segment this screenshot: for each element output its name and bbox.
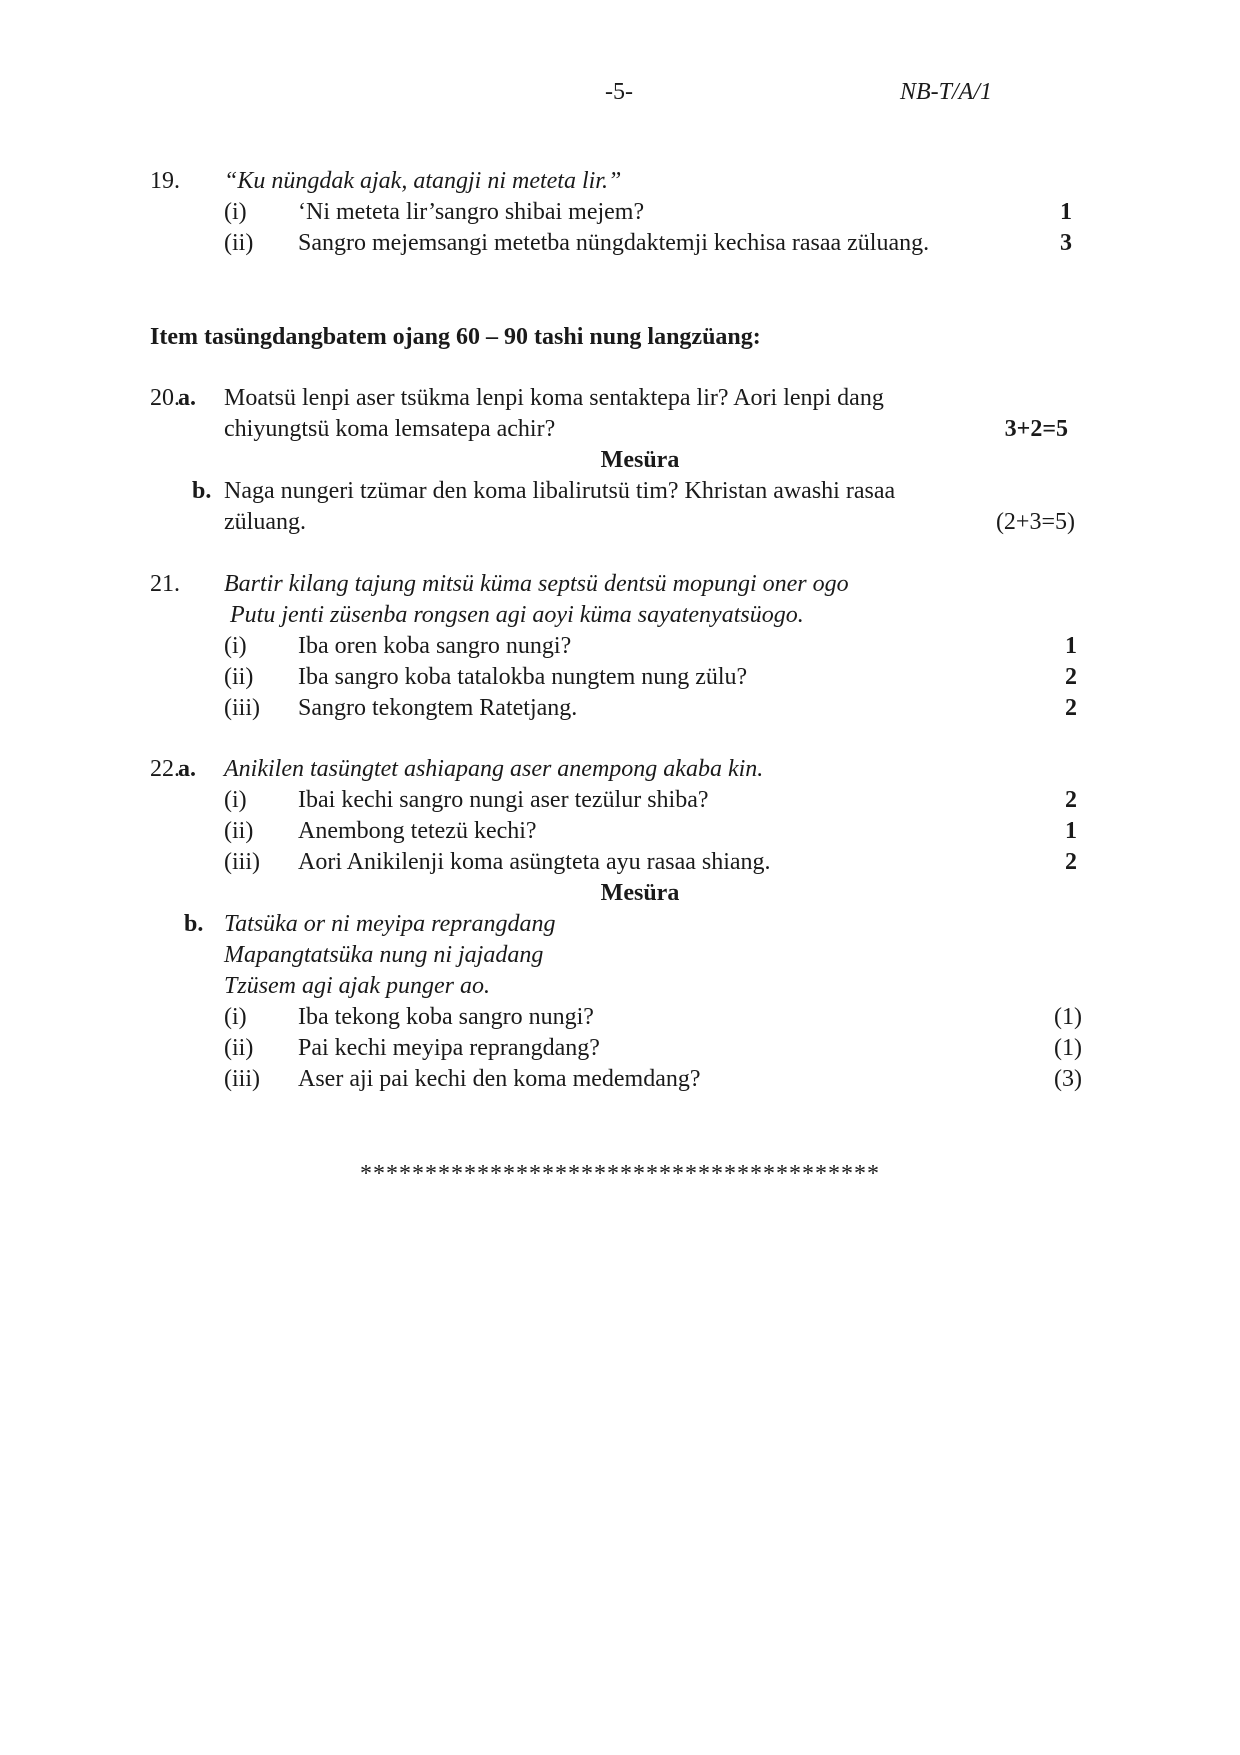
part-label: (iii) — [224, 849, 260, 875]
part-label: (i) — [224, 787, 247, 813]
or-separator: Mesüra — [600, 447, 680, 473]
part-text: Anembong tetezü kechi? — [298, 818, 537, 844]
marks: 1 — [1065, 818, 1077, 844]
marks: 1 — [1065, 633, 1077, 659]
part-text: Pai kechi meyipa reprangdang? — [298, 1035, 600, 1061]
question-20a-text: Moatsü lenpi aser tsükma lenpi koma sentaktepa lir? Aori lenpi dang — [224, 385, 884, 411]
part-text: Sangro mejemsangi metetba nüngdaktemji kechisa rasaa züluang. — [298, 230, 930, 256]
part-text: Aori Anikilenji koma asüngteta ayu rasaa shiang. — [298, 849, 771, 875]
part-label: (i) — [224, 1004, 247, 1030]
question-22b-poem: Mapangtatsüka nung ni jajadang — [224, 942, 544, 968]
question-20b-text: Naga nungeri tzümar den koma libalirutsü tim? Khristan awashi rasaa — [224, 478, 896, 504]
marks: (2+3=5) — [995, 509, 1075, 535]
marks: 3+2=5 — [1004, 416, 1068, 442]
marks: (1) — [1054, 1035, 1082, 1061]
question-22a-quote: Anikilen tasüngtet ashiapang aser anempong akaba kin. — [224, 756, 764, 782]
part-label: (iii) — [224, 1066, 260, 1092]
question-22b-poem: Tatsüka or ni meyipa reprangdang — [224, 911, 556, 937]
part-label: (ii) — [224, 230, 254, 256]
marks: 2 — [1065, 664, 1077, 690]
marks: 2 — [1065, 695, 1077, 721]
question-20-number: 20. — [150, 385, 180, 411]
question-22b-poem: Tzüsem agi ajak punger ao. — [224, 973, 490, 999]
marks: 3 — [1060, 230, 1072, 256]
part-label: (ii) — [224, 818, 254, 844]
marks: (1) — [1054, 1004, 1082, 1030]
part-text: Iba tekong koba sangro nungi? — [298, 1004, 594, 1030]
question-22-number: 22. — [150, 756, 180, 782]
paper-code: NB-T/A/1 — [900, 79, 993, 105]
part-text: Ibai kechi sangro nungi aser tezülur shiba? — [298, 787, 709, 813]
part-label: (ii) — [224, 1035, 254, 1061]
question-22a-label: a. — [178, 756, 196, 782]
question-20b-text: züluang. — [224, 509, 306, 535]
marks: 2 — [1065, 849, 1077, 875]
part-label: (i) — [224, 633, 247, 659]
marks: 2 — [1065, 787, 1077, 813]
section-heading: Item tasüngdangbatem ojang 60 – 90 tashi nung langzüang: — [150, 324, 761, 350]
part-text: Sangro tekongtem Ratetjang. — [298, 695, 578, 721]
question-19-quote: “Ku nüngdak ajak, atangji ni meteta lir.” — [224, 168, 622, 194]
question-20a-text: chiyungtsü koma lemsatepa achir? — [224, 416, 556, 442]
part-text: ‘Ni meteta lir’sangro shibai mejem? — [298, 199, 645, 225]
question-22b-label: b. — [184, 911, 204, 937]
question-20b-label: b. — [192, 478, 212, 504]
question-21-poem: Putu jenti züsenba rongsen agi aoyi küma sayatenyatsüogo. — [230, 602, 804, 628]
or-separator: Mesüra — [600, 880, 680, 906]
part-label: (iii) — [224, 695, 260, 721]
question-20a-label: a. — [178, 385, 196, 411]
end-separator: **************************************** — [360, 1161, 880, 1187]
part-text: Iba sangro koba tatalokba nungtem nung zülu? — [298, 664, 748, 690]
question-21-number: 21. — [150, 571, 180, 597]
part-text: Aser aji pai kechi den koma medemdang? — [298, 1066, 701, 1092]
question-21-poem: Bartir kilang tajung mitsü küma septsü dentsü mopungi oner ogo — [224, 571, 849, 597]
part-label: (ii) — [224, 664, 254, 690]
part-label: (i) — [224, 199, 247, 225]
page-number: -5- — [605, 79, 633, 105]
marks: (3) — [1054, 1066, 1082, 1092]
question-19-number: 19. — [150, 168, 180, 194]
marks: 1 — [1060, 199, 1072, 225]
part-text: Iba oren koba sangro nungi? — [298, 633, 572, 659]
